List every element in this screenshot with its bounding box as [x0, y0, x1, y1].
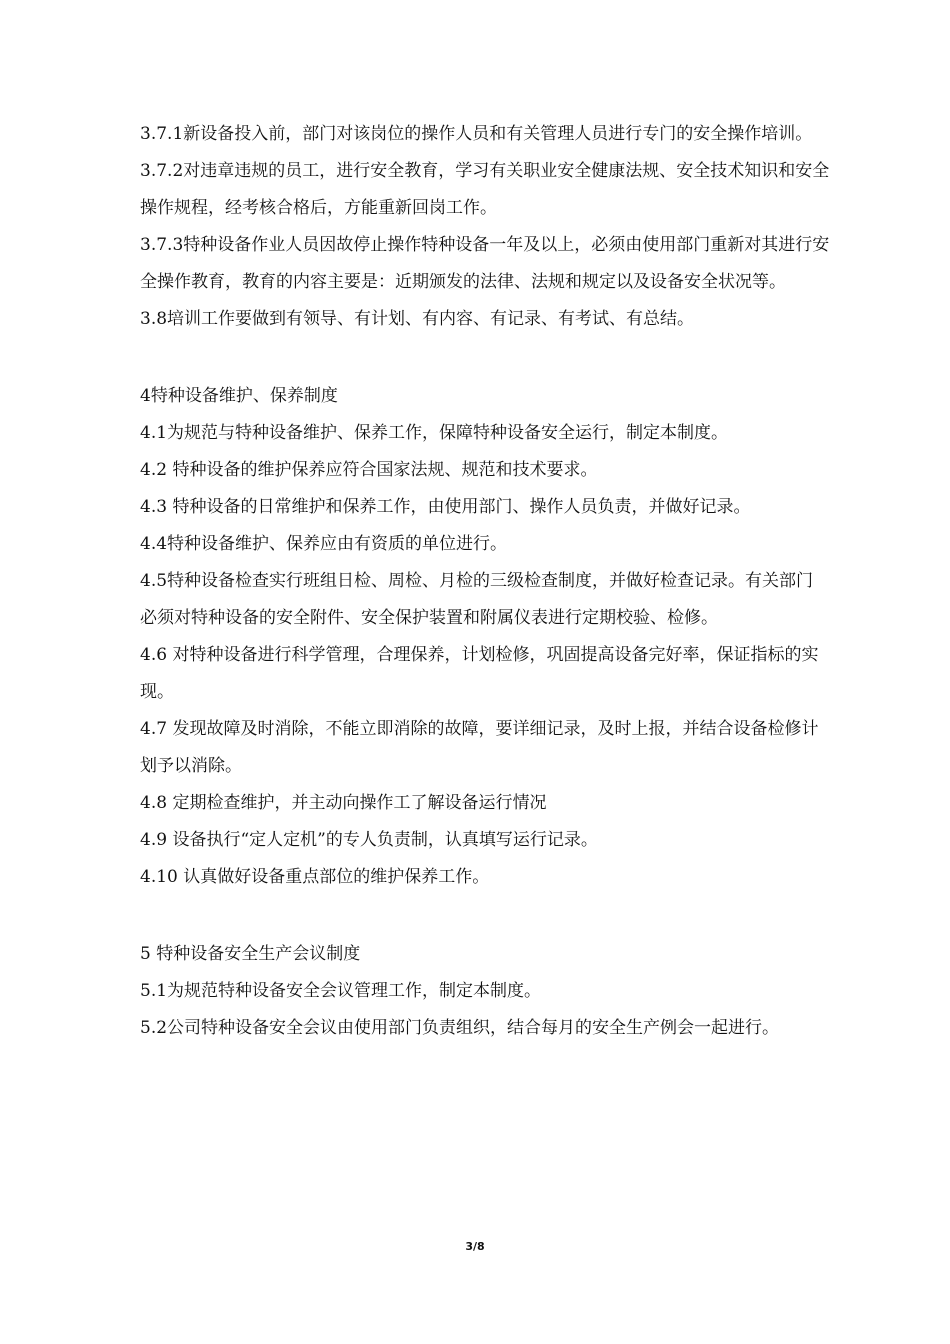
paragraph-5-2: 5.2公司特种设备安全会议由使用部门负责组织，结合每月的安全生产例会一起进行。: [140, 1018, 780, 1038]
section-5-heading: 5 特种设备安全生产会议制度: [140, 944, 361, 964]
paragraph-4-1: 4.1为规范与特种设备维护、保养工作，保障特种设备安全运行，制定本制度。: [140, 423, 729, 443]
section-gap: [140, 338, 830, 378]
paragraph-4-7: 4.7 发现故障及时消除，不能立即消除的故障，要详细记录，及时上报，并结合设备检修计划予以消除。: [140, 719, 819, 776]
paragraph-4-6: 4.6 对特种设备进行科学管理，合理保养，计划检修，巩固提高设备完好率，保证指标的实现。: [140, 645, 819, 702]
paragraph-3-7-1: 3.7.1新设备投入前，部门对该岗位的操作人员和有关管理人员进行专门的安全操作培训。: [140, 124, 813, 144]
section-4-heading: 4特种设备维护、保养制度: [140, 386, 338, 406]
paragraph-4-2: 4.2 特种设备的维护保养应符合国家法规、规范和技术要求。: [140, 460, 598, 480]
paragraph-4-10: 4.10 认真做好设备重点部位的维护保养工作。: [140, 867, 490, 887]
page-number: 3/8: [465, 1240, 485, 1253]
paragraph-3-7-2: 3.7.2对违章违规的员工，进行安全教育，学习有关职业安全健康法规、安全技术知识和安全操作规程，经考核合格后，方能重新回岗工作。: [140, 161, 830, 218]
paragraph-5-1: 5.1为规范特种设备安全会议管理工作，制定本制度。: [140, 981, 542, 1001]
section-gap: [140, 896, 830, 936]
document-body: [140, 116, 830, 1047]
paragraph-4-4: 4.4特种设备维护、保养应由有资质的单位进行。: [140, 534, 508, 554]
paragraph-3-7-3: 3.7.3特种设备作业人员因故停止操作特种设备一年及以上，必须由使用部门重新对其进行安全操作教育，教育的内容主要是：近期颁发的法律、法规和规定以及设备安全状况等。: [140, 235, 830, 292]
paragraph-4-8: 4.8 定期检查维护，并主动向操作工了解设备运行情况: [140, 793, 547, 813]
paragraph-3-8: 3.8培训工作要做到有领导、有计划、有内容、有记录、有考试、有总结。: [140, 309, 695, 329]
paragraph-4-5: 4.5特种设备检查实行班组日检、周检、月检的三级检查制度，并做好检查记录。有关部门必须对特种设备的安全附件、安全保护装置和附属仪表进行定期校验、检修。: [140, 571, 814, 628]
paragraph-4-3: 4.3 特种设备的日常维护和保养工作，由使用部门、操作人员负责，并做好记录。: [140, 497, 751, 517]
paragraph-4-9: 4.9 设备执行“定人定机”的专人负责制，认真填写运行记录。: [140, 830, 598, 850]
